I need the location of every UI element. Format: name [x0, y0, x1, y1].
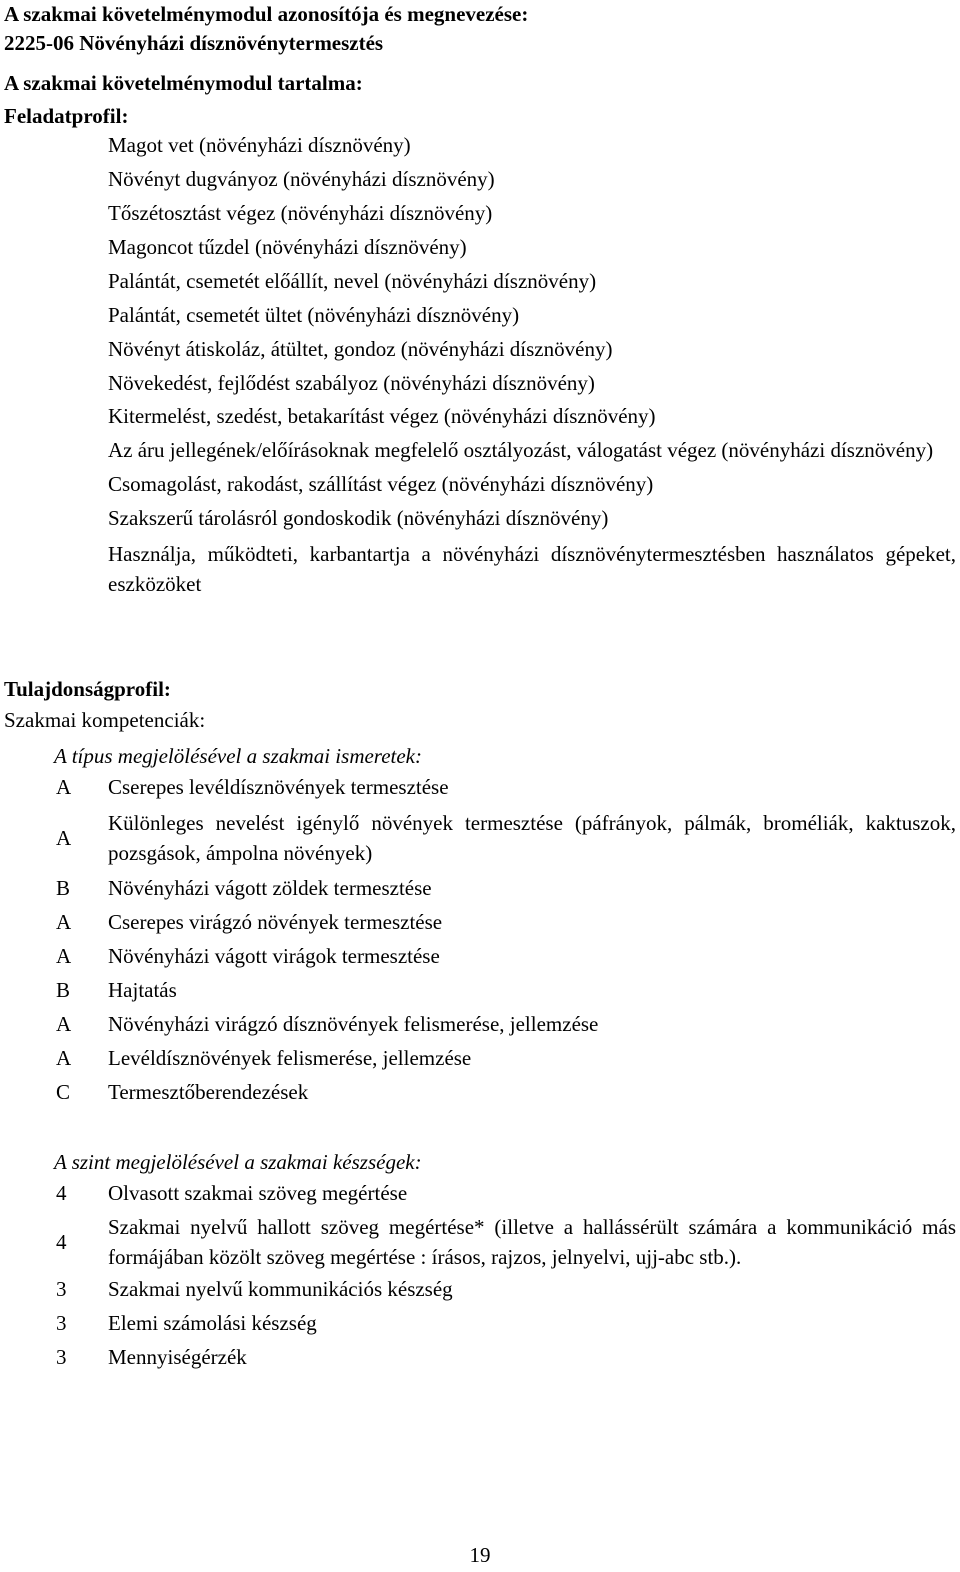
task-profile-label: Feladatprofil:	[4, 104, 129, 128]
knowledge-text: Cserepes virágzó növények termesztése	[108, 910, 443, 934]
skills-table	[54, 1176, 956, 1374]
knowledge-text: Termesztőberendezések	[108, 1080, 309, 1104]
knowledge-text: Levéldísznövények felismerése, jellemzése	[108, 1046, 472, 1070]
skills-code: 3	[56, 1311, 67, 1335]
knowledge-code: A	[56, 775, 72, 799]
knowledge-row	[54, 973, 956, 1007]
knowledge-text: Különleges nevelést igénylő növények termesztése (páfrányok, pálmák, broméliák, kaktuszok, pozsgások, ámpolna növények)	[108, 811, 956, 865]
knowledge-text: Növényházi virágzó dísznövények felismerése, jellemzése	[108, 1012, 599, 1036]
knowledge-row	[54, 1075, 956, 1109]
knowledge-heading: A típus megjelölésével a szakmai ismeretek:	[54, 744, 422, 768]
skills-code: 3	[56, 1277, 67, 1301]
knowledge-code: A	[56, 944, 72, 968]
module-id: 2225-06 Növényházi dísznövénytermesztés	[4, 31, 384, 55]
skills-text: Elemi számolási készség	[108, 1311, 317, 1335]
knowledge-row	[54, 1041, 956, 1075]
competencies-label: Szakmai kompetenciák:	[4, 708, 206, 732]
skills-row	[54, 1272, 956, 1306]
knowledge-code: A	[56, 1046, 72, 1070]
skills-row	[54, 1176, 956, 1210]
skills-text: Olvasott szakmai szöveg megértése	[108, 1181, 408, 1205]
task-list	[108, 128, 956, 599]
task-item: Csomagolást, rakodást, szállítást végez (növényházi dísznövény)	[108, 472, 654, 496]
task-item: Magot vet (növényházi dísznövény)	[108, 133, 411, 157]
knowledge-text: Cserepes levéldísznövények termesztése	[108, 775, 449, 799]
skills-row	[54, 1306, 956, 1340]
knowledge-row	[54, 905, 956, 939]
task-item: Palántát, csemetét ültet (növényházi dísznövény)	[108, 303, 520, 327]
task-item: Magoncot tűzdel (növényházi dísznövény)	[108, 235, 467, 259]
knowledge-code: B	[56, 978, 71, 1002]
task-item: Növekedést, fejlődést szabályoz (növényházi dísznövény)	[108, 371, 595, 395]
task-item: Kitermelést, szedést, betakarítást végez (növényházi dísznövény)	[108, 404, 656, 428]
knowledge-row	[54, 871, 956, 905]
page-number: 19	[469, 1543, 491, 1567]
property-profile-label: Tulajdonságprofil:	[4, 677, 171, 701]
task-item: Az áru jellegének/előírásoknak megfelelő osztályozást, válogatást végez (növényházi dísznövény)	[108, 438, 934, 462]
task-item: Tőszétosztást végez (növényházi dísznövény)	[108, 201, 493, 225]
knowledge-table	[54, 770, 956, 1109]
task-item: Növényt átiskoláz, átültet, gondoz (növényházi dísznövény)	[108, 337, 613, 361]
knowledge-text: Hajtatás	[108, 978, 177, 1002]
skills-text: Szakmai nyelvű hallott szöveg megértése* (illetve a hallássérült számára a kommunikáció más formájában közölt szöveg megértése : írásos, rajzos, jelnyelvi, ujj-abc stb.).	[108, 1215, 956, 1269]
skills-heading: A szint megjelölésével a szakmai készségek:	[54, 1150, 422, 1174]
skills-code: 4	[56, 1230, 67, 1254]
knowledge-code: A	[56, 1012, 72, 1036]
content-label: A szakmai követelménymodul tartalma:	[4, 71, 363, 95]
knowledge-text: Növényházi vágott virágok termesztése	[108, 944, 440, 968]
task-item: Palántát, csemetét előállít, nevel (növényházi dísznövény)	[108, 269, 597, 293]
knowledge-row	[54, 1007, 956, 1041]
knowledge-code: C	[56, 1080, 71, 1104]
skills-text: Mennyiségérzék	[108, 1345, 247, 1369]
knowledge-code: A	[56, 910, 72, 934]
task-item: Növényt dugványoz (növényházi dísznövény)	[108, 167, 495, 191]
knowledge-row	[54, 939, 956, 973]
knowledge-code: A	[56, 826, 72, 850]
task-item: Szakszerű tárolásról gondoskodik (növényházi dísznövény)	[108, 506, 609, 530]
skills-row	[54, 1212, 956, 1272]
skills-code: 4	[56, 1181, 67, 1205]
skills-row	[54, 1340, 956, 1374]
module-label: A szakmai követelménymodul azonosítója és megnevezése:	[4, 2, 529, 26]
knowledge-text: Növényházi vágott zöldek termesztése	[108, 876, 432, 900]
knowledge-row	[54, 770, 956, 804]
knowledge-code: B	[56, 876, 71, 900]
skills-text: Szakmai nyelvű kommunikációs készség	[108, 1277, 453, 1301]
skills-code: 3	[56, 1345, 67, 1369]
task-item: Használja, működteti, karbantartja a növényházi dísznövénytermesztésben használatos gépeket, eszközöket	[108, 542, 956, 596]
knowledge-row	[54, 808, 956, 868]
